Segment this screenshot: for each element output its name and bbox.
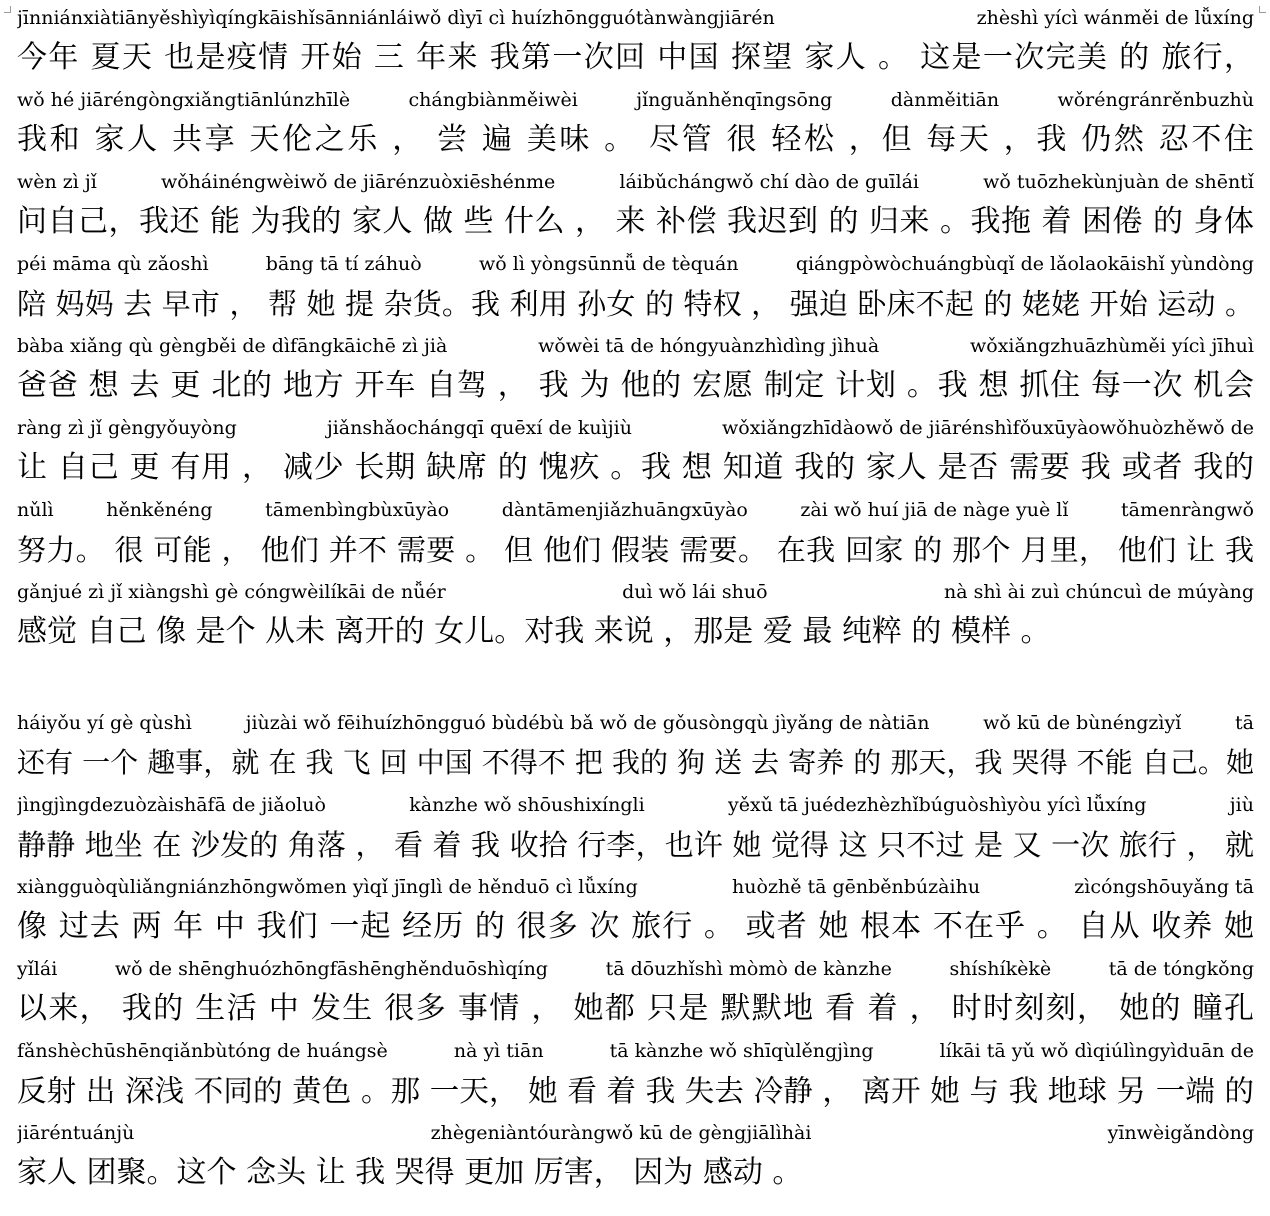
pinyin-line (17, 793, 1254, 817)
pinyin-segment: líkāi tā yǔ wǒ dìqiúlìngyìduān de (939, 1040, 1254, 1062)
pinyin-segment: tā dōuzhǐshì mòmò de kànzhe (605, 958, 892, 980)
pinyin-line (17, 875, 1254, 899)
pinyin-segment: zhèshì yícì wánměi de lǚxíng (976, 7, 1254, 29)
pinyin-segment: shíshíkèkè (949, 958, 1052, 980)
pinyin-segment: ràng zì jǐ gèngyǒuyòng (17, 417, 237, 439)
hanzi-line: 努力。 很 可能 ， 他们 并不 需要 。 但 他们 假装 需要。 在我 回家 的 那个 月里， 他们 让 我 (17, 533, 1254, 567)
pinyin-segment: jīnniánxiàtiānyěshìyìqíngkāishǐsānniánláiwǒ dìyī cì huízhōngguótànwàngjiārén (17, 7, 775, 29)
pinyin-segment: tā (1235, 712, 1254, 734)
pinyin-segment: xiàngguòqùliǎngniánzhōngwǒmen yìqǐ jīnglì de hěnduō cì lǚxíng (17, 876, 638, 898)
pinyin-segment: yīnwèigǎndòng (1107, 1122, 1254, 1144)
pinyin-segment: wǒ de shēnghuózhōngfāshēnghěnduōshìqíng (114, 958, 548, 980)
text-line (0, 951, 1270, 1033)
text-line (0, 705, 1270, 787)
pinyin-line (17, 416, 1254, 440)
pinyin-line (17, 1121, 1254, 1145)
text-line (0, 492, 1270, 574)
pinyin-line (17, 957, 1254, 981)
pinyin-segment: qiángpòwòchuángbùqǐ de lǎolaokāishǐ yùndòng (795, 253, 1254, 275)
pinyin-line (17, 580, 1254, 604)
pinyin-segment: wǒwèi tā de hóngyuànzhìdìng jìhuà (538, 335, 880, 357)
pinyin-segment: jiāréntuánjù (17, 1122, 135, 1144)
hanzi-line: 反射 出 深浅 不同的 黄色 。那 一天， 她 看 着 我 失去 冷静 ， 离开 她 与 我 地球 另 一端 的 (17, 1074, 1254, 1108)
pinyin-segment: wǒxiǎngzhīdàowǒ de jiārénshìfǒuxūyàowǒhuòzhěwǒ de (722, 417, 1254, 439)
pinyin-segment: wǒ tuōzhekùnjuàn de shēntǐ (983, 171, 1254, 193)
pinyin-segment: tāmenràngwǒ (1121, 499, 1254, 521)
pinyin-segment: tāmenbìngbùxūyào (265, 499, 450, 521)
pinyin-segment: tā de tóngkǒng (1108, 958, 1254, 980)
pinyin-segment: jiù (1229, 794, 1254, 816)
pinyin-segment: dàntāmenjiǎzhuāngxūyào (501, 499, 748, 521)
pinyin-line (17, 6, 1254, 30)
pinyin-segment: huòzhě tā gēnběnbúzàihu (732, 876, 981, 898)
pinyin-segment: wǒréngránrěnbuzhù (1057, 89, 1254, 111)
text-line (0, 869, 1270, 951)
pinyin-segment: nà shì ài zuì chúncuì de múyàng (943, 581, 1254, 603)
pinyin-segment: háiyǒu yí gè qùshì (17, 712, 192, 734)
pinyin-segment: nà yì tiān (453, 1040, 544, 1062)
paragraph-2 (0, 705, 1270, 1197)
text-line (0, 787, 1270, 869)
pinyin-segment: zhègeniàntóuràngwǒ kū de gèngjiālìhài (430, 1122, 812, 1144)
pinyin-segment: zài wǒ huí jiā de nàge yuè lǐ (800, 499, 1069, 521)
pinyin-segment: tā kànzhe wǒ shīqùlěngjìng (609, 1040, 874, 1062)
hanzi-line: 让 自己 更 有用 ， 减少 长期 缺席 的 愧疚 。我 想 知道 我的 家人 是否 需要 我 或者 我的 (17, 450, 1254, 485)
pinyin-segment: péi māma qù zǎoshì (17, 253, 209, 275)
pinyin-segment: fǎnshèchūshēnqiǎnbùtóng de huángsè (17, 1040, 388, 1062)
pinyin-segment: nǔlì (17, 499, 54, 521)
text-line (0, 0, 1270, 82)
pinyin-segment: hěnkěnéng (106, 499, 213, 521)
text-line (0, 82, 1270, 164)
pinyin-segment: gǎnjué zì jǐ xiàngshì gè cóngwèilíkāi de nǚér (17, 581, 446, 603)
hanzi-line: 还有 一个 趣事，就 在 我 飞 回 中国 不得不 把 我的 狗 送 去 寄养 的 那天，我 哭得 不能 自己。她 (17, 746, 1254, 779)
pinyin-segment: wǒxiǎngzhuāzhùměi yícì jīhuì (970, 335, 1254, 357)
hanzi-line: 像 过去 两 年 中 我们 一起 经历 的 很多 次 旅行 。 或者 她 根本 不在乎 。 自从 收养 她 (17, 909, 1254, 944)
pinyin-line (17, 1039, 1254, 1063)
text-line (0, 410, 1270, 492)
pinyin-segment: yǐlái (17, 958, 58, 980)
pinyin-segment: duì wǒ lái shuō (622, 581, 768, 603)
hanzi-line: 爸爸 想 去 更 北的 地方 开车 自驾 ， 我 为 他的 宏愿 制定 计划 。我 想 抓住 每一次 机会 (17, 368, 1254, 403)
hanzi-line: 静静 地坐 在 沙发的 角落 ， 看 着 我 收拾 行李，也许 她 觉得 这 只不过 是 又 一次 旅行 ， 就 (17, 828, 1254, 862)
pinyin-segment: zìcóngshōuyǎng tā (1074, 876, 1254, 898)
text-line (0, 246, 1270, 328)
hanzi-line: 感觉 自己 像 是个 从未 离开的 女儿。对我 来说 ，那是 爱 最 纯粹 的 模样 。 (17, 614, 1051, 649)
pinyin-segment: dànměitiān (890, 89, 1000, 111)
pinyin-line (17, 498, 1254, 522)
pinyin-line (17, 711, 1254, 735)
text-line (0, 1115, 1270, 1197)
text-line (0, 1033, 1270, 1115)
pinyin-segment: chángbiànměiwèi (408, 89, 578, 111)
hanzi-line: 家人 团聚。这个 念头 让 我 哭得 更加 厉害， 因为 感动 。 (17, 1155, 803, 1190)
pinyin-line (17, 170, 1254, 194)
pinyin-segment: wǒ kū de bùnéngzìyǐ (983, 712, 1182, 734)
pinyin-segment: wǒ lì yòngsūnnǚ de tèquán (479, 253, 739, 275)
hanzi-line: 我和 家人 共享 天伦之乐 ， 尝 遍 美味 。 尽管 很 轻松 ，但 每天 ，我 仍然 忍不住 (17, 122, 1254, 157)
hanzi-line: 以来， 我的 生活 中 发生 很多 事情 ， 她都 只是 默默地 看 着 ， 时时刻刻， 她的 瞳孔 (17, 991, 1254, 1026)
pinyin-segment: jiùzài wǒ fēihuízhōngguó bùdébù bǎ wǒ de gǒusòngqù jìyǎng de nàtiān (245, 712, 930, 734)
pinyin-segment: wǒ hé jiāréngòngxiǎngtiānlúnzhīlè (17, 89, 351, 111)
text-line (0, 328, 1270, 410)
pinyin-segment: wèn zì jǐ (17, 171, 97, 193)
pinyin-segment: wǒháinéngwèiwǒ de jiārénzuòxiēshénme (160, 171, 556, 193)
hanzi-line: 今年 夏天 也是疫情 开始 三 年来 我第一次回 中国 探望 家人 。 这是一次完美 的 旅行， (17, 40, 1254, 75)
pinyin-segment: láibǔchángwǒ chí dào de guīlái (619, 171, 919, 193)
pinyin-line (17, 88, 1254, 112)
pinyin-line (17, 334, 1254, 358)
pinyin-segment: bàba xiǎng qù gèngběi de dìfāngkāichē zì jià (17, 335, 448, 357)
text-line (0, 574, 1270, 656)
pinyin-segment: jìngjìngdezuòzàishāfā de jiǎoluò (17, 794, 326, 816)
pinyin-segment: jǐnguǎnhěnqīngsōng (636, 89, 833, 111)
pinyin-segment: kànzhe wǒ shōushixíngli (409, 794, 645, 816)
text-line (0, 164, 1270, 246)
pinyin-segment: bāng tā tí záhuò (265, 253, 422, 275)
hanzi-line: 问自己，我还 能 为我的 家人 做 些 什么 ， 来 补偿 我迟到 的 归来 。我拖 着 困倦 的 身体 (17, 204, 1254, 239)
pinyin-segment: yěxǔ tā juédezhèzhǐbúguòshìyòu yícì lǚxíng (728, 794, 1147, 816)
pinyin-segment: jiǎnshǎochángqī quēxí de kuìjiù (326, 417, 632, 439)
pinyin-line (17, 252, 1254, 276)
hanzi-line: 陪 妈妈 去 早市 ， 帮 她 提 杂货。我 利用 孙女 的 特权 ， 强迫 卧床不起 的 姥姥 开始 运动 。 (17, 287, 1254, 321)
